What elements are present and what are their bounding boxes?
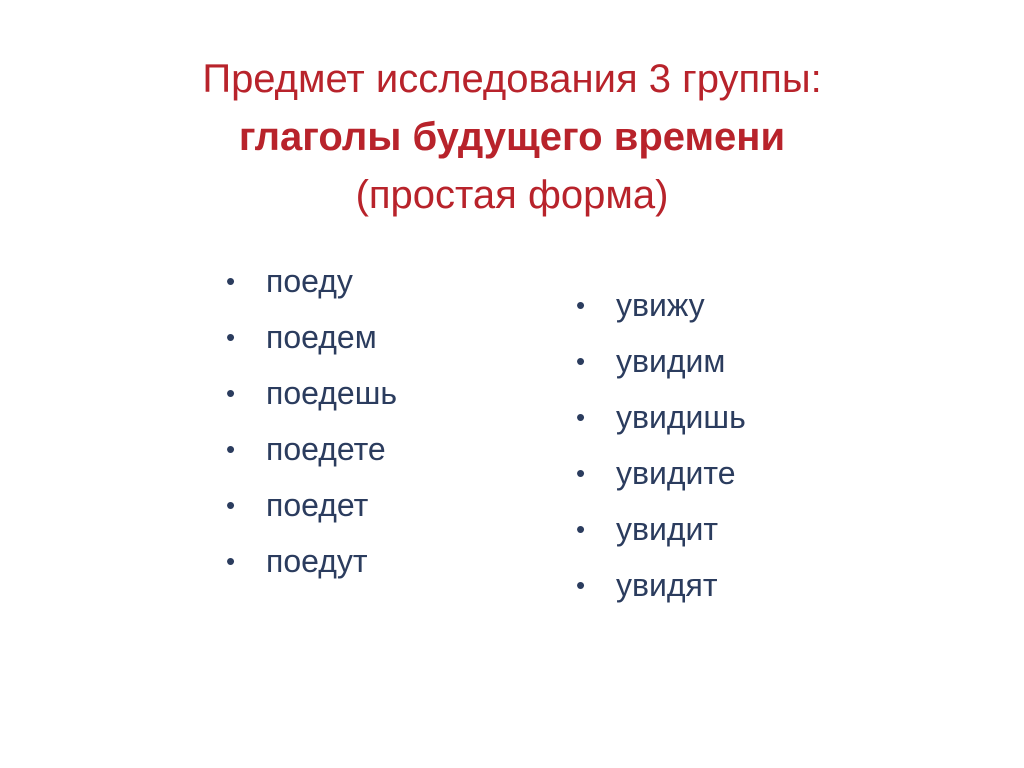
list-item-text: увидят: [616, 567, 718, 603]
bullet-icon: •: [226, 266, 236, 296]
list-item: [226, 314, 397, 370]
bullet-icon: •: [226, 434, 236, 464]
bullet-icon: •: [576, 290, 586, 320]
list-item-text: поедет: [266, 487, 369, 523]
bullet-icon: •: [226, 322, 236, 352]
list-item-text: поедете: [266, 431, 386, 467]
list-item-text: увидит: [616, 511, 719, 547]
title-line-1: Предмет исследования 3 группы:: [202, 57, 822, 101]
bullet-icon: •: [226, 546, 236, 576]
list-item-text: увидим: [616, 343, 726, 379]
list-item: [226, 258, 397, 314]
list-item: [226, 538, 397, 594]
list-item: [576, 562, 746, 618]
list-item-text: поедут: [266, 543, 368, 579]
bullet-icon: •: [576, 402, 586, 432]
list-item: [576, 506, 746, 562]
list-item-text: поеду: [266, 263, 353, 299]
bullet-icon: •: [576, 346, 586, 376]
list-item: [576, 450, 746, 506]
list-item: [576, 282, 746, 338]
bullet-icon: •: [226, 490, 236, 520]
list-item-text: увидишь: [616, 399, 746, 435]
list-item-text: поедешь: [266, 375, 398, 411]
right-word-list: [576, 282, 746, 618]
bullet-icon: •: [576, 514, 586, 544]
list-item-text: поедем: [266, 319, 377, 355]
title-line-2: глаголы будущего времени: [238, 115, 786, 159]
bullet-icon: •: [226, 378, 236, 408]
list-item-text: увижу: [616, 287, 705, 323]
list-item: [226, 426, 397, 482]
title-line-3: (простая форма): [355, 173, 669, 217]
list-item: [226, 482, 397, 538]
bullet-icon: •: [576, 458, 586, 488]
list-item: [576, 394, 746, 450]
slide-title: [0, 50, 1024, 224]
list-item-text: увидите: [616, 455, 736, 491]
left-word-list: [226, 258, 397, 594]
list-item: [226, 370, 397, 426]
bullet-icon: •: [576, 570, 586, 600]
list-item: [576, 338, 746, 394]
